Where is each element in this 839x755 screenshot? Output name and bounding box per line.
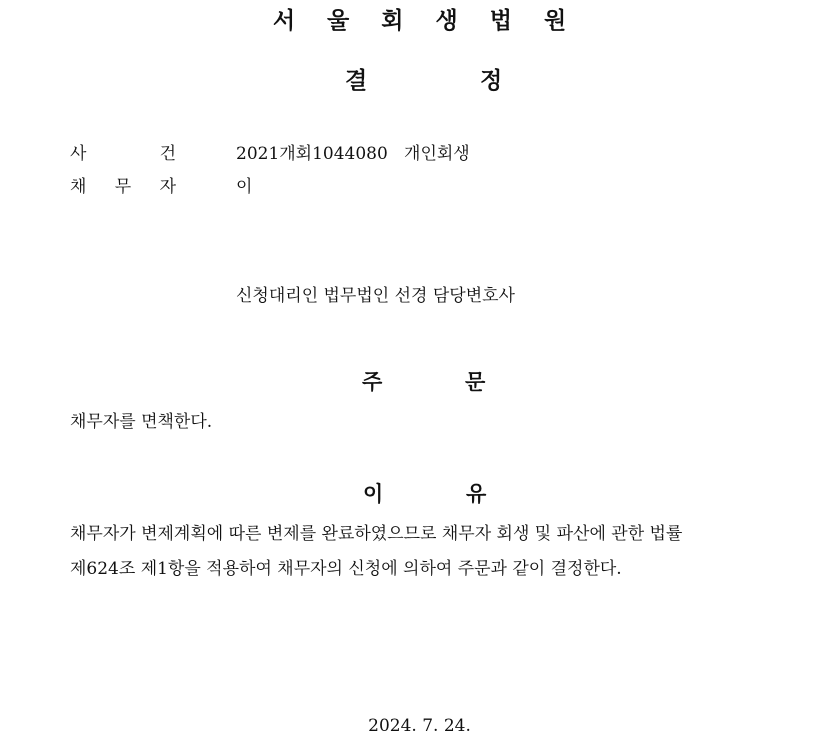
document-type-left: 결 bbox=[345, 68, 368, 94]
debtor-label bbox=[70, 172, 176, 197]
reason-line-1: 채무자가 변제계획에 따른 변제를 완료하였으므로 채무자 회생 및 파산에 관한 법률 bbox=[70, 524, 683, 544]
applicant-agent: 신청대리인 법무법인 선경 담당변호사 bbox=[236, 286, 515, 306]
court-name: 서 울 회 생 법 원 bbox=[272, 8, 579, 34]
order-text: 채무자를 면책한다. bbox=[70, 412, 213, 432]
reason-line-2: 제624조 제1항을 적용하여 채무자의 신청에 의하여 주문과 같이 결정한다. bbox=[70, 559, 622, 579]
debtor-label-char: 채 bbox=[70, 177, 87, 197]
case-label-char: 건 bbox=[159, 144, 176, 164]
order-heading-right: 문 bbox=[465, 370, 486, 394]
case-number: 2021개회1044080 개인회생 bbox=[236, 144, 470, 164]
order-heading-left: 주 bbox=[362, 370, 383, 394]
document-type-right: 정 bbox=[480, 68, 503, 94]
case-label-char: 사 bbox=[70, 144, 87, 164]
debtor-label-char: 자 bbox=[159, 177, 176, 197]
debtor-name: 이 bbox=[236, 177, 253, 197]
reason-heading-right: 유 bbox=[466, 482, 487, 506]
decision-date: 2024. 7. 24. bbox=[368, 716, 471, 736]
reason-heading-left: 이 bbox=[363, 482, 384, 506]
debtor-label-char: 무 bbox=[114, 177, 132, 197]
case-label bbox=[70, 139, 176, 164]
